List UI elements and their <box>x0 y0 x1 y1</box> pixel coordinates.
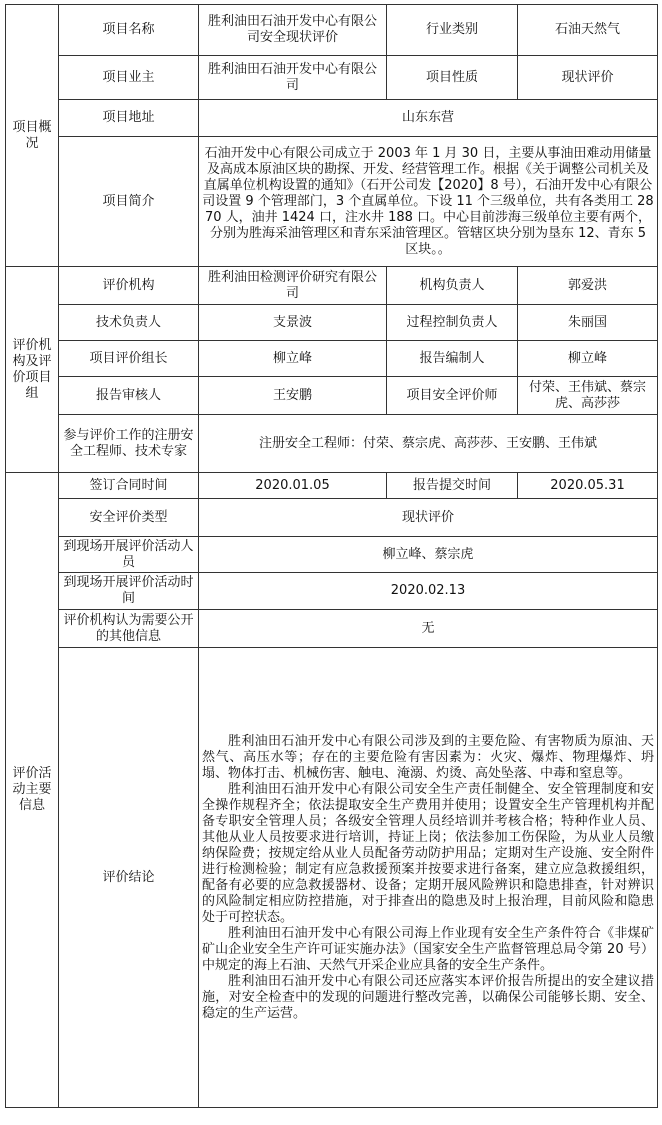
project-nature-label: 项目性质 <box>387 56 518 100</box>
team-leader-value: 柳立峰 <box>199 341 387 377</box>
team-leader-label: 项目评价组长 <box>59 341 199 377</box>
project-address-label: 项目地址 <box>59 100 199 137</box>
engineers-value: 注册安全工程师：付荣、蔡宗虎、高莎莎、王安鹏、王伟斌 <box>199 415 658 473</box>
table-row <box>6 267 658 305</box>
process-head-value: 朱丽国 <box>518 305 658 341</box>
onsite-time-value: 2020.02.13 <box>199 573 658 610</box>
org-value: 胜利油田检测评价研究有限公司 <box>199 267 387 305</box>
contract-time-label: 签订合同时间 <box>59 473 199 499</box>
contract-time-value: 2020.01.05 <box>199 473 387 499</box>
report-reviewer-value: 王安鹏 <box>199 377 387 415</box>
process-head-label: 过程控制负责人 <box>387 305 518 341</box>
eval-type-value: 现状评价 <box>199 499 658 537</box>
table-row <box>6 473 658 499</box>
conclusion-label: 评价结论 <box>59 648 199 1108</box>
report-reviewer-label: 报告审核人 <box>59 377 199 415</box>
safety-assessor-label: 项目安全评价师 <box>387 377 518 415</box>
section-label-text: 评价机构及评价项目组 <box>12 337 52 401</box>
project-owner-value: 胜利油田石油开发中心有限公司 <box>199 56 387 100</box>
table-row <box>6 648 658 1108</box>
org-label: 评价机构 <box>59 267 199 305</box>
table-row <box>6 415 658 473</box>
other-info-value: 无 <box>199 610 658 648</box>
industry-value: 石油天然气 <box>518 5 658 56</box>
table-row <box>6 56 658 100</box>
project-intro-text: 石油开发中心有限公司成立于 2003 年 1 月 30 日，主要从事油田难动用储量及高成本原油区块的勘探、开发、经营管理工作。根据《关于调整公司机关及直属单位机构设置的通知》（石开公司发【2020】8 号），石油开发中心有限公司设置 9 个管理部门，3 个直属单位。下设 11 个三级单位，共有各类用工 2870 人，油井 1424 口，注水井 188 口。中心目前涉海三级单位主要有两个，分别为胜海采油管理区和青东采油管理区。管辖区块分别为垦东 12、青东 5 区块。。 <box>199 137 658 267</box>
project-nature-value: 现状评价 <box>518 56 658 100</box>
project-intro-label: 项目简介 <box>59 137 199 267</box>
onsite-people-label: 到现场开展评价活动人员 <box>59 537 199 573</box>
table-row <box>6 5 658 56</box>
project-name-label: 项目名称 <box>59 5 199 56</box>
table-row <box>6 537 658 573</box>
tech-head-label: 技术负责人 <box>59 305 199 341</box>
table-row <box>6 100 658 137</box>
conclusion-text <box>199 648 658 1108</box>
section-label-text: 评价活动主要信息 <box>12 766 52 813</box>
report-writer-label: 报告编制人 <box>387 341 518 377</box>
conclusion-paragraph: 胜利油田石油开发中心有限公司涉及到的主要危险、有害物质为原油、天然气、高压水等；存在的主要危险有害因素为：火灾、爆炸、物理爆炸、坍塌、物体打击、机械伤害、触电、淹溺、灼烫、高处坠落、中毒和窒息等。 <box>202 733 654 781</box>
evaluation-info-table <box>5 4 658 1108</box>
project-address-value: 山东东营 <box>199 100 658 137</box>
tech-head-value: 支景波 <box>199 305 387 341</box>
table-row <box>6 377 658 415</box>
project-name-value: 胜利油田石油开发中心有限公司安全现状评价 <box>199 5 387 56</box>
section-label-text: 项目概况 <box>12 119 52 151</box>
section-label-overview <box>6 5 59 267</box>
eval-type-label: 安全评价类型 <box>59 499 199 537</box>
conclusion-paragraph: 胜利油田石油开发中心有限公司还应落实本评价报告所提出的安全建议措施，对安全检查中的发现的问题进行整改完善，以确保公司能够长期、安全、稳定的生产运营。 <box>202 973 654 1021</box>
safety-assessor-value: 付荣、王伟斌、蔡宗虎、高莎莎 <box>518 377 658 415</box>
table-row <box>6 341 658 377</box>
conclusion-paragraph: 胜利油田石油开发中心有限公司海上作业现有安全生产条件符合《非煤矿矿山企业安全生产许可证实施办法》（国家安全生产监督管理总局令第 20 号）中规定的海上石油、天然气开采企业应具备的安全生产条件。 <box>202 925 654 973</box>
section-label-team <box>6 267 59 473</box>
industry-label: 行业类别 <box>387 5 518 56</box>
onsite-time-label: 到现场开展评价活动时间 <box>59 573 199 610</box>
onsite-people-value: 柳立峰、蔡宗虎 <box>199 537 658 573</box>
table-row <box>6 137 658 267</box>
project-owner-label: 项目业主 <box>59 56 199 100</box>
submit-time-label: 报告提交时间 <box>387 473 518 499</box>
table-row <box>6 499 658 537</box>
report-writer-value: 柳立峰 <box>518 341 658 377</box>
section-label-activity <box>6 473 59 1108</box>
engineers-label: 参与评价工作的注册安全工程师、技术专家 <box>59 415 199 473</box>
submit-time-value: 2020.05.31 <box>518 473 658 499</box>
conclusion-paragraph: 胜利油田石油开发中心有限公司安全生产责任制健全、安全管理制度和安全操作规程齐全；依法提取安全生产费用并使用；设置安全生产管理机构并配备专职安全管理人员；各级安全管理人员经培训并考核合格；特种作业人员、其他从业人员按要求进行培训，持证上岗；依法参加工伤保险，为从业人员缴纳保险费；按规定给从业人员配备劳动防护用品；定期对生产设施、安全附件进行检测检验；制定有应急救援预案并按要求进行备案，建立应急救援组织，配备有必要的应急救援器材、设备；定期开展风险辨识和隐患排查，针对辨识的风险制定相应防控措施，对于排查出的隐患及时上报治理，目前风险和隐患处于可控状态。 <box>202 781 654 925</box>
table-row <box>6 573 658 610</box>
table-row <box>6 610 658 648</box>
other-info-label: 评价机构认为需要公开的其他信息 <box>59 610 199 648</box>
org-head-label: 机构负责人 <box>387 267 518 305</box>
org-head-value: 郭爱洪 <box>518 267 658 305</box>
table-row <box>6 305 658 341</box>
